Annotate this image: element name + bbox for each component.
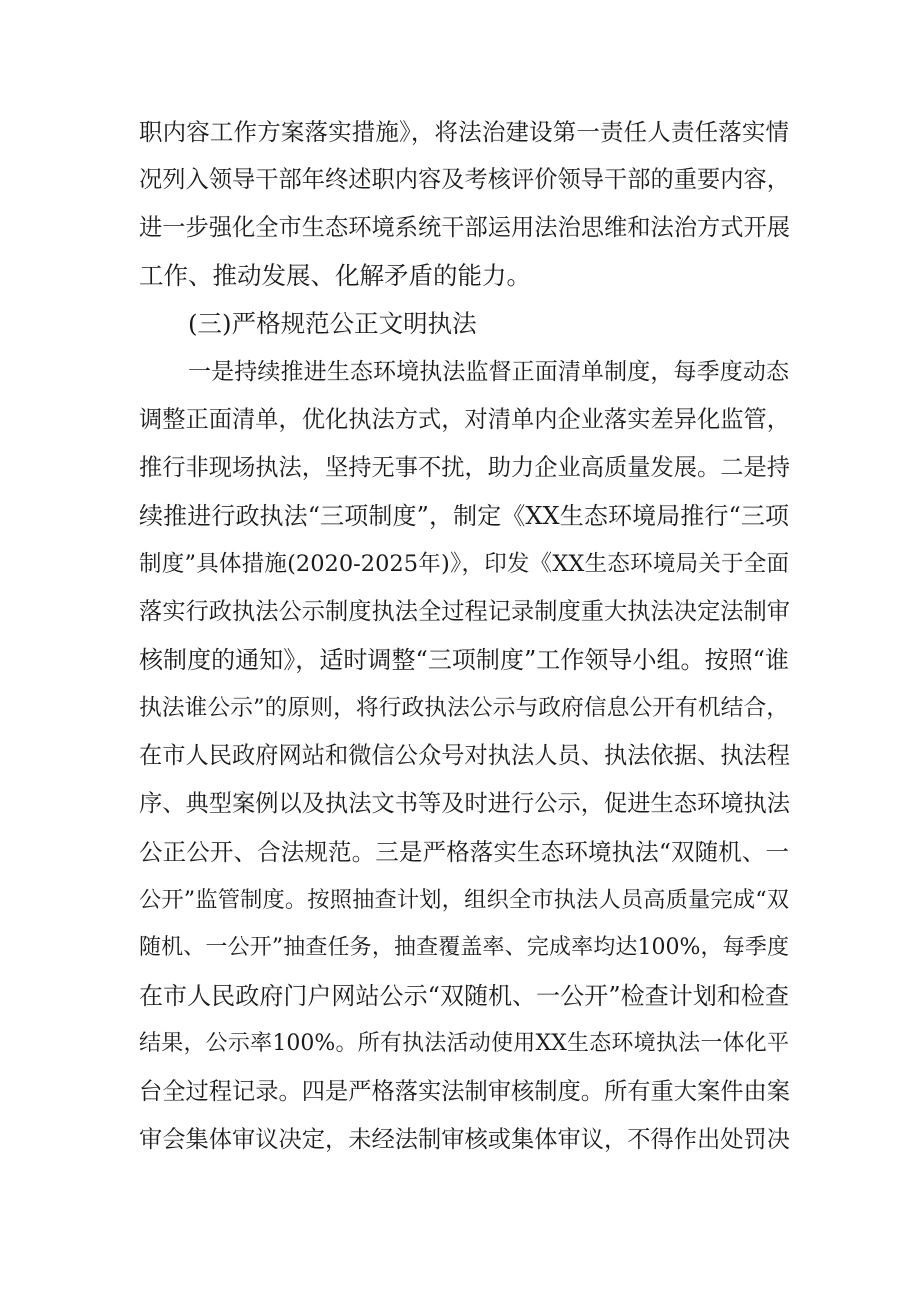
paragraph-2-line: 执法谁公示”的原则，将行政执法公示与政府信息公开有机结合，	[139, 695, 789, 721]
paragraph-1-line: 工作、推动发展、化解矛盾的能力。	[139, 261, 531, 290]
paragraph-2-line: 制度”具体措施(2020-2025年)》，印发《XX生态环境局关于全面	[139, 551, 789, 577]
paragraph-2-line: 序、典型案例以及执法文书等及时进行公示，促进生态环境执法	[139, 790, 791, 817]
paragraph-2-line: 续推进行政执法“三项制度”，制定《XX生态环境局推行“三项	[139, 502, 789, 530]
paragraph-2-line: 在市人民政府网站和微信公众号对执法人员、执法依据、执法程	[139, 742, 791, 769]
paragraph-2-line: 台全过程记录。四是严格落实法制审核制度。所有重大案件由案	[139, 1078, 791, 1105]
paragraph-1-line: 况列入领导干部年终述职内容及考核评价领导干部的重要内容，	[139, 166, 791, 193]
paragraph-1-line: 进一步强化全市生态环境系统干部运用法治思维和法治方式开展	[139, 214, 791, 241]
paragraph-2-line: 核制度的通知》，适时调整“三项制度”工作领导小组。按照“谁	[139, 646, 789, 674]
paragraph-2-line: 落实行政执法公示制度执法全过程记录制度重大执法决定法制审	[139, 598, 791, 625]
paragraph-2-line: 调整正面清单，优化执法方式，对清单内企业落实差异化监管，	[139, 406, 791, 433]
paragraph-2-line: 公正公开、合法规范。三是严格落实生态环境执法“双随机、一	[139, 838, 789, 866]
paragraph-2-line: 随机、一公开”抽查任务，抽查覆盖率、完成率均达100%，每季度	[139, 935, 789, 960]
section-heading: (三)严格规范公正文明执法	[188, 309, 477, 338]
paragraph-2-line: 在市人民政府门户网站公示“双随机、一公开”检查计划和检查	[139, 982, 789, 1010]
paragraph-2-line: 审会集体审议决定，未经法制审核或集体审议，不得作出处罚决	[139, 1126, 791, 1153]
paragraph-1-line: 职内容工作方案落实措施》，将法治建设第一责任人责任落实情	[139, 118, 789, 146]
paragraph-2-line: 一是持续推进生态环境执法监督正面清单制度，每季度动态	[188, 359, 789, 385]
paragraph-2-line: 公开”监管制度。按照抽查计划，组织全市执法人员高质量完成“双	[139, 887, 789, 913]
paragraph-2-line: 结果，公示率100%。所有执法活动使用XX生态环境执法一体化平	[139, 1031, 789, 1056]
paragraph-2-line: 推行非现场执法，坚持无事不扰，助力企业高质量发展。二是持	[139, 454, 791, 481]
